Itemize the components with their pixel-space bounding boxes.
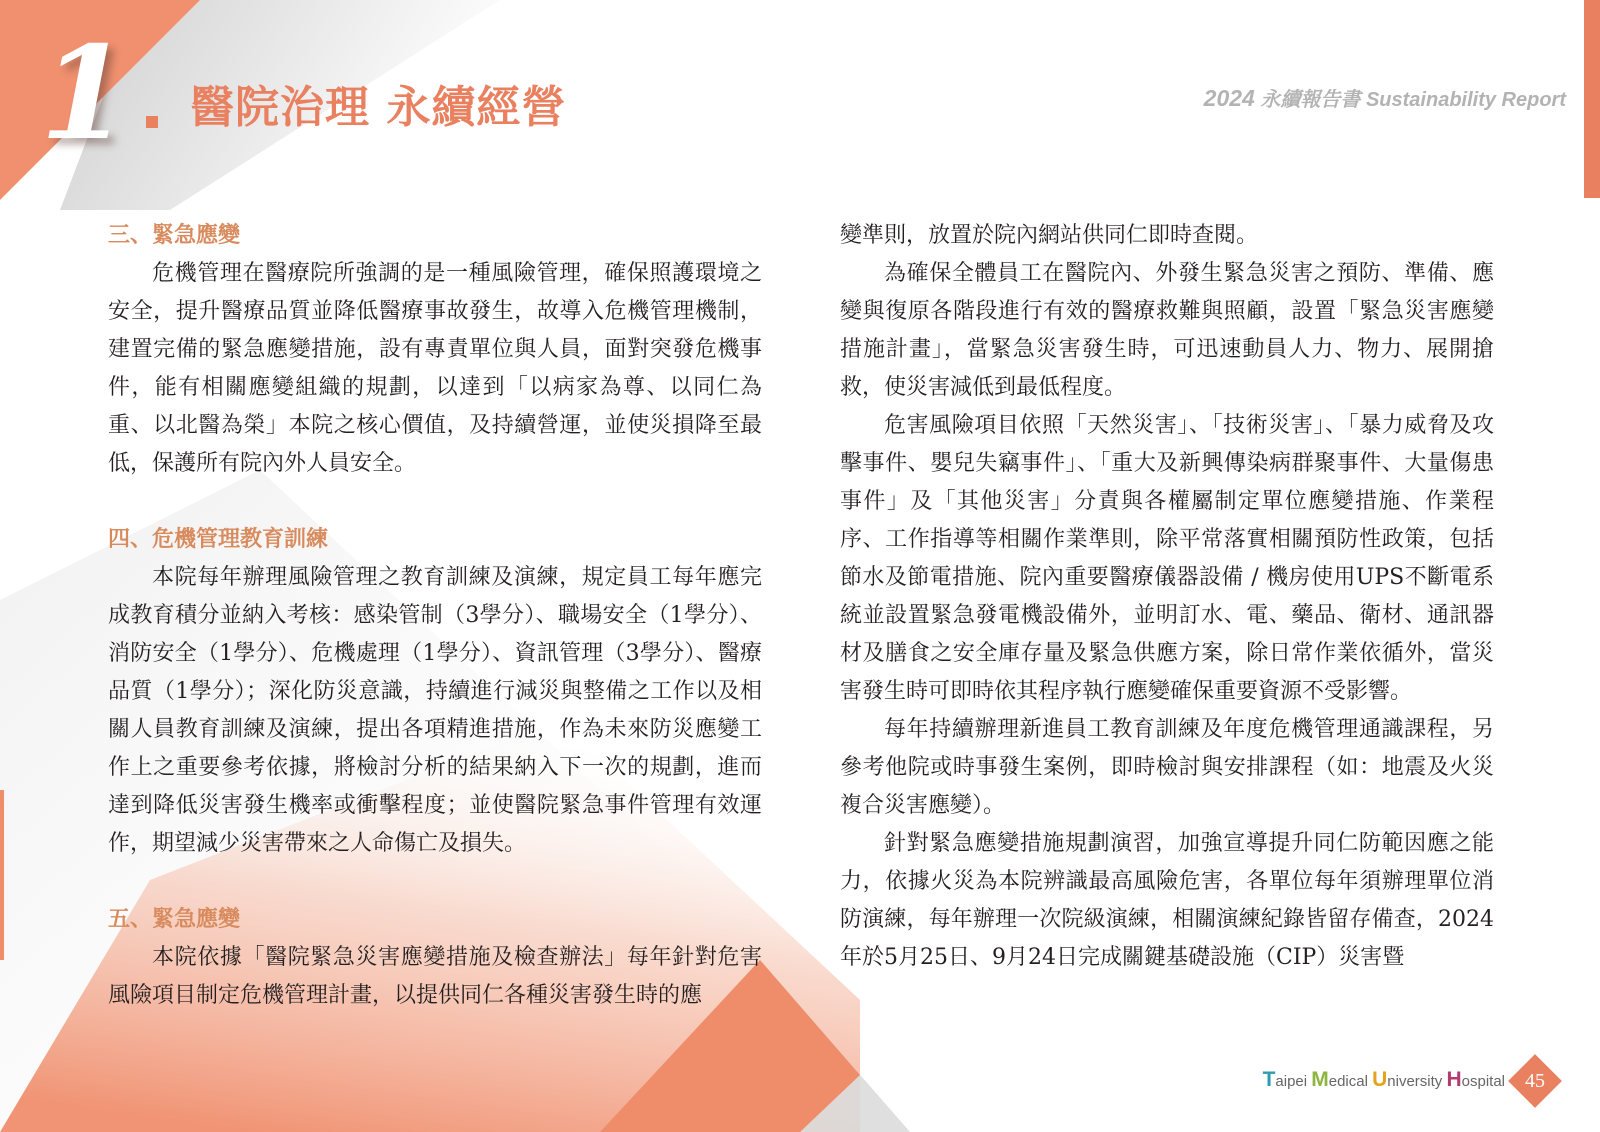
section-gap xyxy=(108,863,762,901)
left-column xyxy=(108,217,762,1015)
chapter-title: 醫院治理 永續經營 xyxy=(190,82,567,133)
report-year: 2024 xyxy=(1203,85,1255,111)
chapter-number-dot xyxy=(146,116,158,128)
right-column xyxy=(840,217,1494,977)
logo-letter-t: T xyxy=(1262,1068,1276,1091)
section-gap xyxy=(108,483,762,521)
hospital-logo-text xyxy=(1263,1068,1505,1094)
paragraph: 針對緊急應變措施規劃演習，加強宣導提升同仁防範因應之能力，依據火災為本院辨識最高風險危害，各單位每年須辦理單位消防演練，每年辦理一次院級演練，相關演練紀錄皆留存備查，2024年於5月25日、9月24日完成關鍵基礎設施（CIP）災害暨 xyxy=(840,831,1494,970)
logo-letter-h: H xyxy=(1446,1068,1462,1091)
paragraph: 為確保全體員工在醫院內、外發生緊急災害之預防、準備、應變與復原各階段進行有效的醫療救難與照顧，設置「緊急災害應變措施計畫」，當緊急災害發生時，可迅速動員人力、物力、展開搶救，使災害減低到最低程度。 xyxy=(840,261,1494,400)
logo-word-hospital: ospital xyxy=(1461,1073,1505,1090)
logo-letter-u: U xyxy=(1372,1068,1388,1091)
section-heading: 三、緊急應變 xyxy=(108,223,241,248)
section-heading: 四、危機管理教育訓練 xyxy=(108,527,329,552)
paragraph: 每年持續辦理新進員工教育訓練及年度危機管理通識課程，另參考他院或時事發生案例，即時檢討與安排課程（如：地震及火災複合災害應變）。 xyxy=(840,717,1494,818)
section-crisis-training xyxy=(108,521,762,863)
page-number: 45 xyxy=(1525,1070,1545,1092)
report-title-text: 永續報告書 Sustainability Report xyxy=(1254,89,1566,111)
left-edge-mark xyxy=(0,790,4,960)
logo-word-medical: edical xyxy=(1328,1073,1373,1090)
paragraph: 危機管理在醫療院所強調的是一種風險管理，確保照護環境之安全，提升醫療品質並降低醫療事故發生，故導入危機管理機制，建置完備的緊急應變措施，設有專責單位與人員，面對突發危機事件，能有相關應變組織的規劃，以達到「以病家為尊、以同仁為重、以北醫為榮」本院之核心價值，及持續營運，並使災損降至最低，保護所有院內外人員安全。 xyxy=(108,261,762,476)
chapter-number: 1 xyxy=(40,19,130,169)
paragraph: 危害風險項目依照「天然災害」、「技術災害」、「暴力威脅及攻擊事件、嬰兒失竊事件」、「重大及新興傳染病群聚事件、大量傷患事件」及「其他災害」分責與各權屬制定單位應變措施、作業程序、工作指導等相關作業準則，除平常落實相關預防性政策，包括節水及節電措施、院內重要醫療儀器設備 / 機房使用UPS不斷電系統並設置緊急發電機設備外，並明訂水、電、藥品、衛材、通訊器材及膳食之安全庫存量及緊急供應方案，除日常作業依循外，當災害發生時可即時依其程序執行應變確保重要資源不受影響。 xyxy=(840,413,1494,704)
logo-word-taipei: aipei xyxy=(1275,1073,1312,1090)
report-title xyxy=(1204,84,1566,114)
section-emergency-response-2 xyxy=(108,901,762,1015)
logo-word-university: niversity xyxy=(1387,1073,1447,1090)
logo-letter-m: M xyxy=(1311,1068,1329,1091)
paragraph: 本院每年辦理風險管理之教育訓練及演練，規定員工每年應完成教育積分並納入考核：感染管制（3學分）、職場安全（1學分）、消防安全（1學分）、危機處理（1學分）、資訊管理（3學分）、醫療品質（1學分）；深化防災意識，持續進行減災與整備之工作以及相關人員教育訓練及演練，提出各項精進措施，作為未來防災應變工作上之重要參考依據，將檢討分析的結果納入下一次的規劃，進而達到降低災害發生機率或衝擊程度；並使醫院緊急事件管理有效運作，期望減少災害帶來之人命傷亡及損失。 xyxy=(108,565,762,856)
section-heading: 五、緊急應變 xyxy=(108,907,241,932)
section-emergency-response xyxy=(108,217,762,483)
paragraph-continuation: 變準則，放置於院內網站供同仁即時查閱。 xyxy=(840,223,1259,248)
page-edge-tab xyxy=(1584,0,1600,198)
paragraph: 本院依據「醫院緊急災害應變措施及檢查辦法」每年針對危害風險項目制定危機管理計畫，以提供同仁各種災害發生時的應 xyxy=(108,945,762,1008)
